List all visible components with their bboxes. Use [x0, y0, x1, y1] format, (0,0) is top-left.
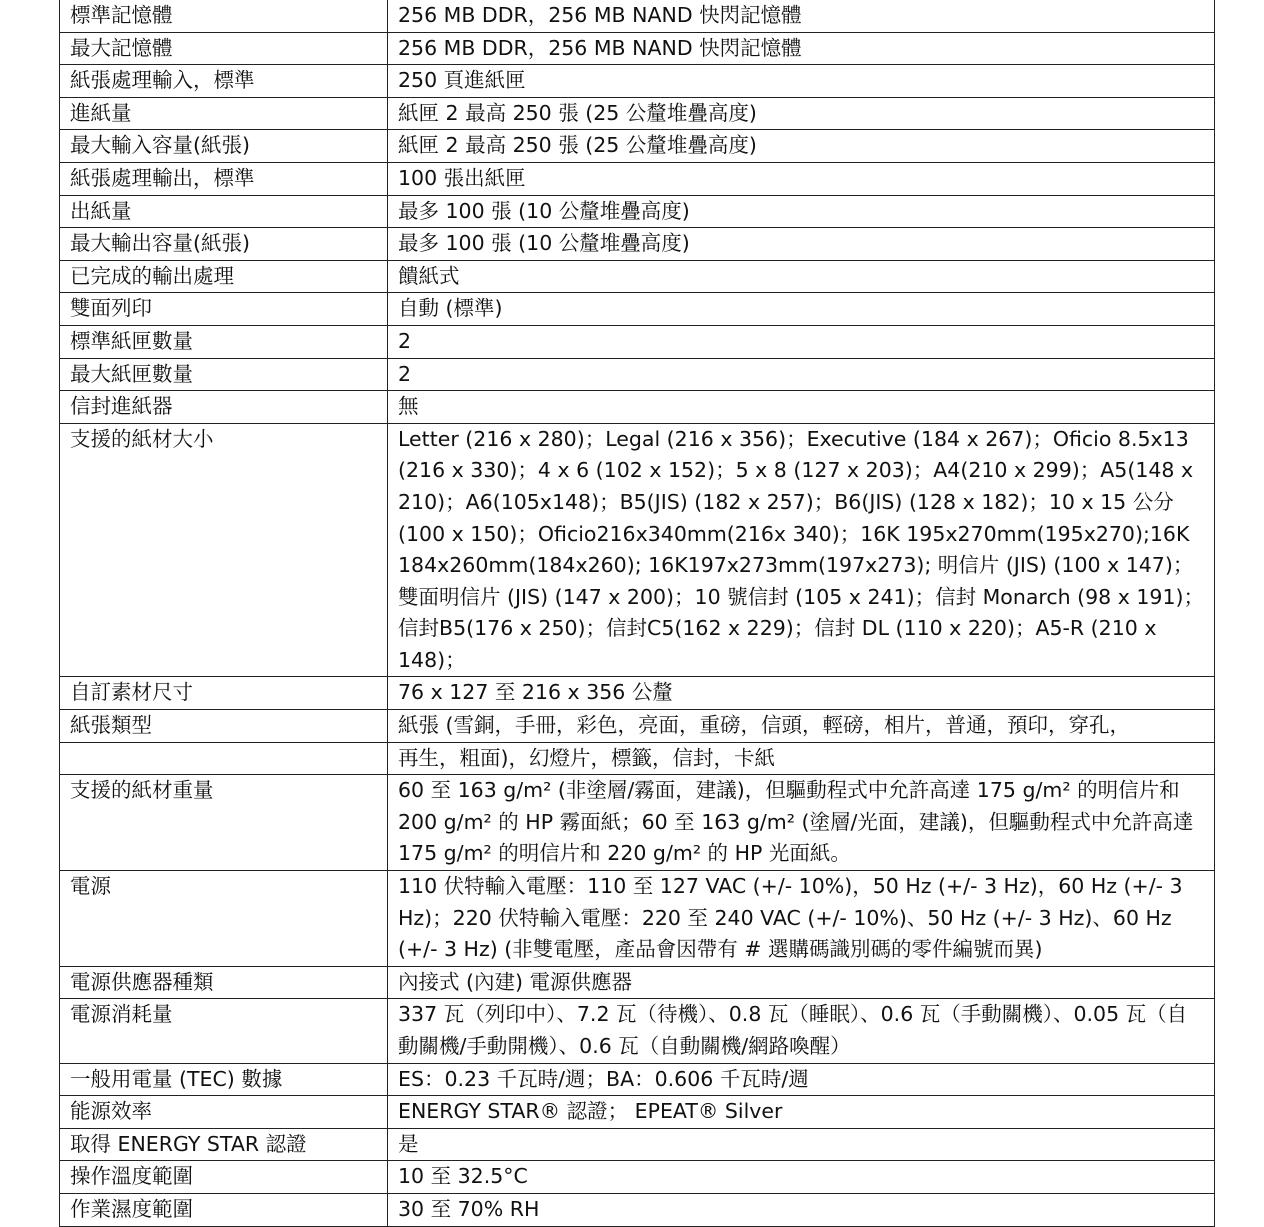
spec-label: 紙張處理輸出，標準: [60, 162, 388, 195]
spec-row: [60, 358, 1215, 391]
spec-value: 2: [388, 358, 1215, 391]
spec-value: 最多 100 張 (10 公釐堆疊高度): [388, 228, 1215, 261]
spec-row: [60, 677, 1215, 710]
spec-value: Letter (216 x 280)；Legal (216 x 356)；Executive (184 x 267)；Oficio 8.5x13 (216 x 330)；4 x 6 (102 x 152)；5 x 8 (127 x 203)；A4(210 x 299)；A5(148 x 210)；A6(105x148)；B5(JIS) (182 x 257)；B6(JIS) (128 x 182)；10 x 15 公分 (100 x 150)；Oficio216x340mm(216x 340)；16K 195x270mm(195x270);16K 184x260mm(184x260); 16K197x273mm(197x273); 明信片 (JIS) (100 x 147)；雙面明信片 (JIS) (147 x 200)；10 號信封 (105 x 241)；信封 Monarch (98 x 191)；信封B5(176 x 250)；信封C5(162 x 229)；信封 DL (110 x 220)；A5-R (210 x 148)；: [388, 423, 1215, 677]
spec-value: 110 伏特輸入電壓：110 至 127 VAC (+/- 10%)，50 Hz (+/- 3 Hz)，60 Hz (+/- 3 Hz)；220 伏特輸入電壓：220 至 240 VAC (+/- 10%)、50 Hz (+/- 3 Hz)、60 Hz (+/- 3 Hz) (非雙電壓，產品會因帶有 # 選購碼識別碼的零件編號而異): [388, 871, 1215, 967]
spec-value: 30 至 70% RH: [388, 1193, 1215, 1226]
spec-label: 取得 ENERGY STAR 認證: [60, 1128, 388, 1161]
spec-label: 支援的紙材大小: [60, 423, 388, 677]
spec-label: 出紙量: [60, 195, 388, 228]
spec-row: [60, 710, 1215, 743]
spec-label: 紙張處理輸入，標準: [60, 65, 388, 98]
spec-row: [60, 1128, 1215, 1161]
spec-label: 已完成的輸出處理: [60, 260, 388, 293]
spec-value: 256 MB DDR，256 MB NAND 快閃記憶體: [388, 32, 1215, 65]
spec-value: 最多 100 張 (10 公釐堆疊高度): [388, 195, 1215, 228]
spec-label: 作業濕度範圍: [60, 1193, 388, 1226]
spec-row: [60, 0, 1215, 32]
spec-label: 雙面列印: [60, 293, 388, 326]
spec-label: 最大輸出容量(紙張): [60, 228, 388, 261]
spec-value: 2: [388, 325, 1215, 358]
spec-row: [60, 1161, 1215, 1194]
spec-row: [60, 325, 1215, 358]
spec-value: 60 至 163 g/m² (非塗層/霧面，建議)，但驅動程式中允許高達 175 g/m² 的明信片和 200 g/m² 的 HP 霧面紙；60 至 163 g/m² (塗層/光面，建議)，但驅動程式中允許高達 175 g/m² 的明信片和 220 g/m² 的 HP 光面紙。: [388, 775, 1215, 871]
spec-label: 能源效率: [60, 1096, 388, 1129]
spec-row: [60, 162, 1215, 195]
spec-value: 再生，粗面)，幻燈片，標籤，信封，卡紙: [388, 742, 1215, 775]
spec-value: 紙匣 2 最高 250 張 (25 公釐堆疊高度): [388, 97, 1215, 130]
spec-label: 最大輸入容量(紙張): [60, 130, 388, 163]
spec-value: 337 瓦（列印中）、7.2 瓦（待機）、0.8 瓦（睡眠）、0.6 瓦（手動關機）、0.05 瓦（自動關機/手動開機）、0.6 瓦（自動關機/網路喚醒）: [388, 999, 1215, 1063]
spec-row: [60, 1063, 1215, 1096]
spec-value: 紙匣 2 最高 250 張 (25 公釐堆疊高度): [388, 130, 1215, 163]
spec-label: 一般用電量 (TEC) 數據: [60, 1063, 388, 1096]
spec-value: 250 頁進紙匣: [388, 65, 1215, 98]
spec-value: 無: [388, 391, 1215, 424]
spec-value: ES：0.23 千瓦時/週；BA：0.606 千瓦時/週: [388, 1063, 1215, 1096]
spec-row: [60, 1096, 1215, 1129]
spec-value: 100 張出紙匣: [388, 162, 1215, 195]
spec-label: 最大記憶體: [60, 32, 388, 65]
spec-table-body: [60, 0, 1215, 1226]
spec-value: 76 x 127 至 216 x 356 公釐: [388, 677, 1215, 710]
spec-row: [60, 423, 1215, 677]
spec-row: [60, 775, 1215, 871]
spec-label: 電源供應器種類: [60, 966, 388, 999]
spec-row: [60, 1193, 1215, 1226]
spec-value: 紙張 (雪銅，手冊，彩色，亮面，重磅，信頭，輕磅，相片，普通，預印，穿孔，: [388, 710, 1215, 743]
spec-label: 自訂素材尺寸: [60, 677, 388, 710]
spec-row: [60, 65, 1215, 98]
spec-value: ENERGY STAR® 認證； EPEAT® Silver: [388, 1096, 1215, 1129]
spec-row: [60, 391, 1215, 424]
spec-label: 操作溫度範圍: [60, 1161, 388, 1194]
spec-value: 內接式 (內建) 電源供應器: [388, 966, 1215, 999]
spec-row: [60, 32, 1215, 65]
spec-row: [60, 999, 1215, 1063]
spec-label: 電源: [60, 871, 388, 967]
spec-label: 電源消耗量: [60, 999, 388, 1063]
spec-label: 最大紙匣數量: [60, 358, 388, 391]
spec-label: 進紙量: [60, 97, 388, 130]
spec-row: [60, 966, 1215, 999]
spec-value: 是: [388, 1128, 1215, 1161]
spec-row: [60, 97, 1215, 130]
spec-label: 標準紙匣數量: [60, 325, 388, 358]
spec-value: 饋紙式: [388, 260, 1215, 293]
spec-row: [60, 260, 1215, 293]
spec-label: 標準記憶體: [60, 0, 388, 32]
spec-value: 10 至 32.5°C: [388, 1161, 1215, 1194]
spec-label: [60, 742, 388, 775]
spec-row: [60, 742, 1215, 775]
spec-row: [60, 871, 1215, 967]
spec-label: 信封進紙器: [60, 391, 388, 424]
spec-table: [59, 0, 1215, 1227]
spec-value: 256 MB DDR，256 MB NAND 快閃記憶體: [388, 0, 1215, 32]
spec-value: 自動 (標準): [388, 293, 1215, 326]
spec-label: 支援的紙材重量: [60, 775, 388, 871]
spec-row: [60, 130, 1215, 163]
spec-row: [60, 293, 1215, 326]
spec-label: 紙張類型: [60, 710, 388, 743]
spec-row: [60, 228, 1215, 261]
spec-row: [60, 195, 1215, 228]
